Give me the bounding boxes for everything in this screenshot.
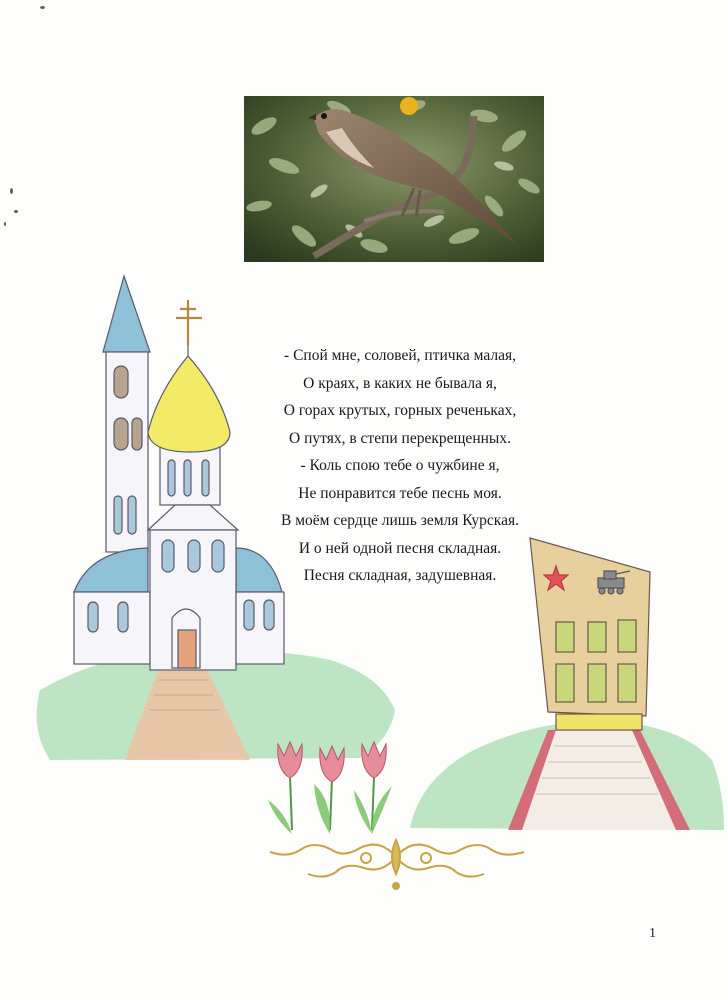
poem-line: И о ней одной песня складная. [298,539,502,557]
tulips-drawing [268,742,392,834]
poem-line: Не понравится тебе песнь моя. [298,484,502,502]
page-number: 1 [649,926,656,941]
poem-text [230,342,570,590]
poem-line: - Спой мне, соловей, птичка малая, [284,347,516,364]
decorative-ornament [270,840,524,889]
poem-line: В моём сердце лишь земля Курская. [281,512,519,529]
poem-line: Песня складная, задушевная. [303,567,497,584]
poem-line: О путях, в степи перекрещенных. [289,429,511,447]
poem-line: - Коль спою тебе о чужбине я, [300,457,500,474]
memorial-hill [410,720,724,830]
poem-line: О краях, в каких не бывала я, [303,374,497,392]
poem-line: О горах крутых, горных реченьках, [283,402,517,419]
